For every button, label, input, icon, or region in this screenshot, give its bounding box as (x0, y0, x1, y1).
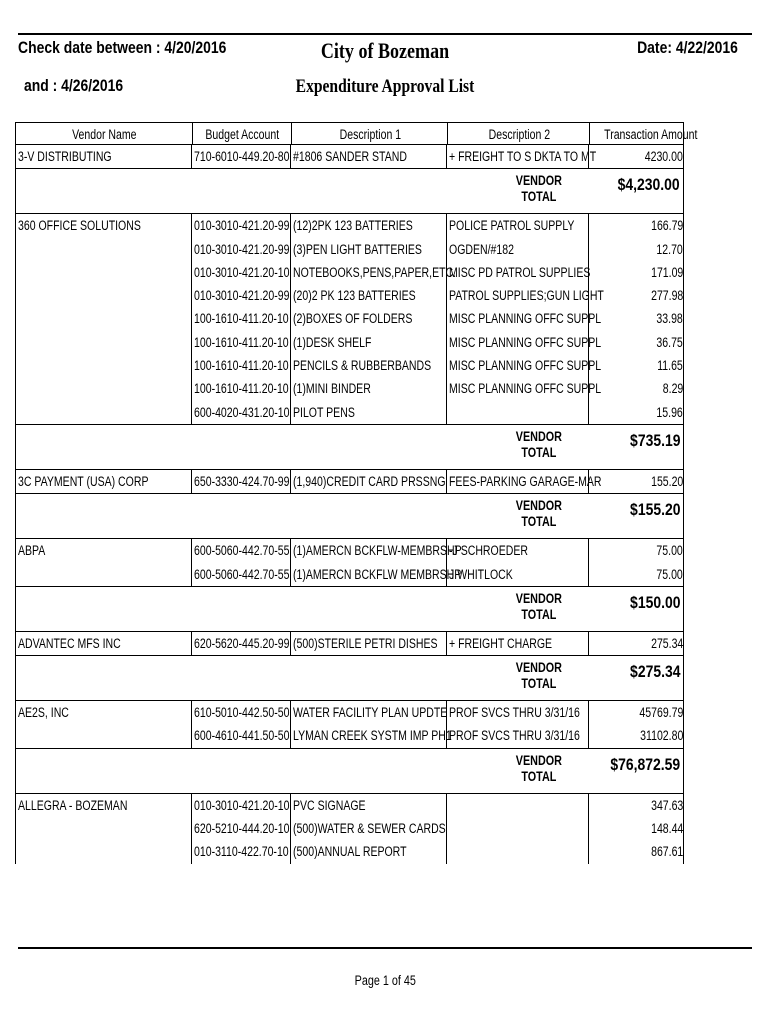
description-1-cell: PVC SIGNAGE (293, 797, 366, 813)
table-row (16, 563, 683, 586)
budget-account-cell: 100-1610-411.20-10 (194, 334, 289, 350)
budget-account-cell: 610-5010-442.50-50 (194, 705, 290, 721)
description-2-cell (449, 817, 589, 840)
vendor-total-box (15, 424, 684, 470)
table-row (16, 632, 683, 655)
budget-account-cell: 100-1610-411.20-10 (194, 358, 289, 374)
description-1-cell: PENCILS & RUBBERBANDS (293, 358, 432, 374)
vendor-total-box (15, 493, 684, 539)
budget-account-cell: 010-3010-421.20-99 (194, 288, 290, 304)
budget-account-cell: 010-3010-421.20-10 (194, 797, 290, 813)
vendor-name-cell (18, 331, 190, 354)
amount-cell: 15.96 (656, 404, 683, 420)
vendor-total-amount: $76,872.59 (610, 754, 680, 774)
budget-account-cell: 600-4020-431.20-10 (194, 404, 290, 420)
description-2-cell: POLICE PATROL SUPPLY (449, 218, 575, 234)
vendor-total-label: VENDOR TOTAL (515, 428, 563, 460)
description-2-cell: + FREIGHT TO S DKTA TO MT (449, 149, 597, 164)
vendor-total-amount: $150.00 (629, 592, 680, 612)
vendor-group (15, 701, 684, 748)
vendor-group (15, 632, 684, 655)
description-2-cell: MISC PLANNING OFFC SUPPL (449, 358, 602, 374)
vendor-name-cell (18, 563, 190, 586)
vendor-group (15, 470, 684, 493)
table-row (16, 284, 683, 307)
expenditure-table (15, 122, 698, 864)
budget-account-cell: 600-5060-442.70-55 (194, 566, 290, 582)
vendor-name-cell: 3C PAYMENT (USA) CORP (18, 473, 149, 489)
vendor-name-cell (18, 840, 190, 863)
amount-cell: 275.34 (650, 635, 683, 651)
vendor-total-box (15, 586, 684, 632)
budget-account-cell: 100-1610-411.20-10 (194, 311, 289, 327)
column-header-budget: Budget Account (205, 127, 279, 142)
table-row (16, 261, 683, 284)
description-2-cell: + FREIGHT CHARGE (449, 635, 553, 651)
amount-cell: 277.98 (650, 288, 683, 304)
vendor-name-cell (18, 238, 190, 261)
and-date: and : 4/26/2016 (24, 76, 124, 95)
column-header-description-1: Description 1 (339, 127, 402, 142)
description-1-cell: (1)MINI BINDER (293, 381, 371, 397)
description-2-cell: PROF SVCS THRU 3/31/16 (449, 728, 580, 744)
page-number: Page 1 of 45 (354, 973, 416, 988)
city-title: City of Bozeman (320, 38, 450, 63)
amount-cell: 867.61 (650, 844, 683, 860)
vendor-name-cell: 3-V DISTRIBUTING (18, 149, 112, 164)
table-row (16, 214, 683, 237)
report-date: Date: 4/22/2016 (637, 38, 738, 57)
amount-cell: 36.75 (656, 334, 683, 350)
vendor-group (15, 214, 684, 424)
vendor-total-label: VENDOR TOTAL (515, 173, 563, 205)
description-2-cell: -J SCHROEDER (449, 543, 528, 559)
amount-cell: 8.29 (662, 381, 683, 397)
table-row (16, 145, 683, 168)
amount-cell: 12.70 (656, 241, 683, 257)
vendor-group (15, 794, 684, 864)
table-row (16, 377, 683, 400)
amount-cell: 171.09 (650, 264, 683, 280)
budget-account-cell: 620-5620-445.20-99 (194, 635, 290, 651)
column-header-amount: Transaction Amount (604, 127, 698, 142)
vendor-name-cell: ADVANTEC MFS INC (18, 635, 121, 651)
check-date-between: Check date between : 4/20/2016 (18, 38, 227, 57)
description-2-cell (449, 840, 589, 863)
description-2-cell (449, 794, 589, 817)
vendor-total-amount: $155.20 (629, 500, 680, 520)
description-1-cell: (12)2PK 123 BATTERIES (293, 218, 413, 234)
amount-cell: 75.00 (656, 566, 683, 582)
table-row (16, 724, 683, 747)
budget-account-cell: 600-5060-442.70-55 (194, 543, 290, 559)
vendor-name-cell (18, 817, 190, 840)
description-2-cell: OGDEN/#182 (449, 241, 514, 257)
amount-cell: 166.79 (650, 218, 683, 234)
amount-cell: 45769.79 (639, 705, 683, 721)
description-1-cell: LYMAN CREEK SYSTM IMP PH1 (293, 728, 452, 744)
vendor-name-cell: AE2S, INC (18, 705, 69, 721)
description-1-cell: (1)DESK SHELF (293, 334, 372, 350)
amount-cell: 31102.80 (639, 728, 683, 744)
vendor-total-amount: $735.19 (629, 430, 680, 450)
table-row (16, 401, 683, 424)
description-1-cell: (500)WATER & SEWER CARDS (293, 821, 446, 837)
vendor-total-label: VENDOR TOTAL (515, 590, 563, 622)
table-row (16, 331, 683, 354)
table-row (16, 470, 683, 493)
description-1-cell: (3)PEN LIGHT BATTERIES (293, 241, 422, 257)
vendor-total-label: VENDOR TOTAL (515, 498, 563, 530)
budget-account-cell: 010-3010-421.20-99 (194, 241, 290, 257)
vendor-name-cell: ALLEGRA - BOZEMAN (18, 797, 128, 813)
description-2-cell: MISC PLANNING OFFC SUPPL (449, 311, 602, 327)
table-row (16, 539, 683, 562)
description-2-cell (449, 401, 589, 424)
amount-cell: 11.65 (657, 358, 683, 374)
vendor-total-label: VENDOR TOTAL (515, 752, 563, 784)
table-row (16, 307, 683, 330)
budget-account-cell: 010-3010-421.20-99 (194, 218, 290, 234)
description-1-cell: (20)2 PK 123 BATTERIES (293, 288, 416, 304)
report-title: Expenditure Approval List (295, 76, 475, 97)
description-2-cell: MISC PLANNING OFFC SUPPL (449, 334, 602, 350)
vendor-name-cell (18, 724, 190, 747)
vendor-total-box (15, 655, 684, 701)
description-1-cell: WATER FACILITY PLAN UPDTE (293, 705, 448, 721)
budget-account-cell: 100-1610-411.20-10 (194, 381, 289, 397)
vendor-name-cell (18, 377, 190, 400)
amount-cell: 155.20 (650, 473, 683, 489)
table-row (16, 354, 683, 377)
description-2-cell: J WHITLOCK (449, 566, 513, 582)
vendor-name-cell (18, 307, 190, 330)
vendor-total-box (15, 748, 684, 794)
budget-account-cell: 010-3010-421.20-10 (194, 264, 290, 280)
description-1-cell: (1)AMERCN BCKFLW-MEMBRSHP (293, 543, 462, 559)
amount-cell: 75.00 (656, 543, 683, 559)
header-rule (18, 33, 752, 35)
description-1-cell: (500)ANNUAL REPORT (293, 844, 407, 860)
description-2-cell: PATROL SUPPLIES;GUN LIGHT (449, 288, 604, 304)
vendor-total-amount: $4,230.00 (617, 175, 680, 195)
footer-rule (18, 947, 752, 949)
table-row (16, 794, 683, 817)
amount-cell: 4230.00 (644, 149, 683, 164)
vendor-group (15, 539, 684, 586)
budget-account-cell: 600-4610-441.50-50 (194, 728, 290, 744)
vendor-name-cell: 360 OFFICE SOLUTIONS (18, 218, 141, 234)
budget-account-cell: 710-6010-449.20-80 (194, 149, 290, 164)
vendor-name-cell (18, 284, 190, 307)
description-1-cell: (500)STERILE PETRI DISHES (293, 635, 438, 651)
table-row (16, 840, 683, 863)
column-header-description-2: Description 2 (488, 127, 550, 142)
table-row (16, 701, 683, 724)
description-2-cell: MISC PD PATROL SUPPLIES (449, 264, 591, 280)
vendor-name-cell (18, 354, 190, 377)
column-header-vendor: Vendor Name (71, 127, 137, 142)
description-1-cell: NOTEBOOKS,PENS,PAPER,ETC. (293, 264, 457, 280)
column-header-row (15, 122, 698, 145)
table-row (16, 238, 683, 261)
vendor-total-box (15, 168, 684, 214)
amount-cell: 33.98 (656, 311, 683, 327)
vendor-total-label: VENDOR TOTAL (515, 660, 563, 692)
description-1-cell: (2)BOXES OF FOLDERS (293, 311, 413, 327)
budget-account-cell: 620-5210-444.20-10 (194, 821, 290, 837)
description-1-cell: (1,940)CREDIT CARD PRSSNG (293, 473, 446, 489)
amount-cell: 347.63 (650, 797, 683, 813)
vendor-group (15, 145, 684, 168)
description-2-cell: FEES-PARKING GARAGE-MAR (449, 473, 602, 489)
description-1-cell: (1)AMERCN BCKFLW MEMBRSHP (293, 566, 462, 582)
description-1-cell: PILOT PENS (293, 404, 355, 420)
description-2-cell: PROF SVCS THRU 3/31/16 (449, 705, 580, 721)
description-2-cell: MISC PLANNING OFFC SUPPL (449, 381, 602, 397)
vendor-total-amount: $275.34 (629, 662, 680, 682)
description-1-cell: #1806 SANDER STAND (293, 149, 407, 164)
vendor-name-cell: ABPA (18, 543, 46, 559)
budget-account-cell: 650-3330-424.70-99 (194, 473, 290, 489)
table-row (16, 817, 683, 840)
budget-account-cell: 010-3110-422.70-10 (194, 844, 289, 860)
vendor-name-cell (18, 401, 190, 424)
amount-cell: 148.44 (650, 821, 683, 837)
vendor-name-cell (18, 261, 190, 284)
